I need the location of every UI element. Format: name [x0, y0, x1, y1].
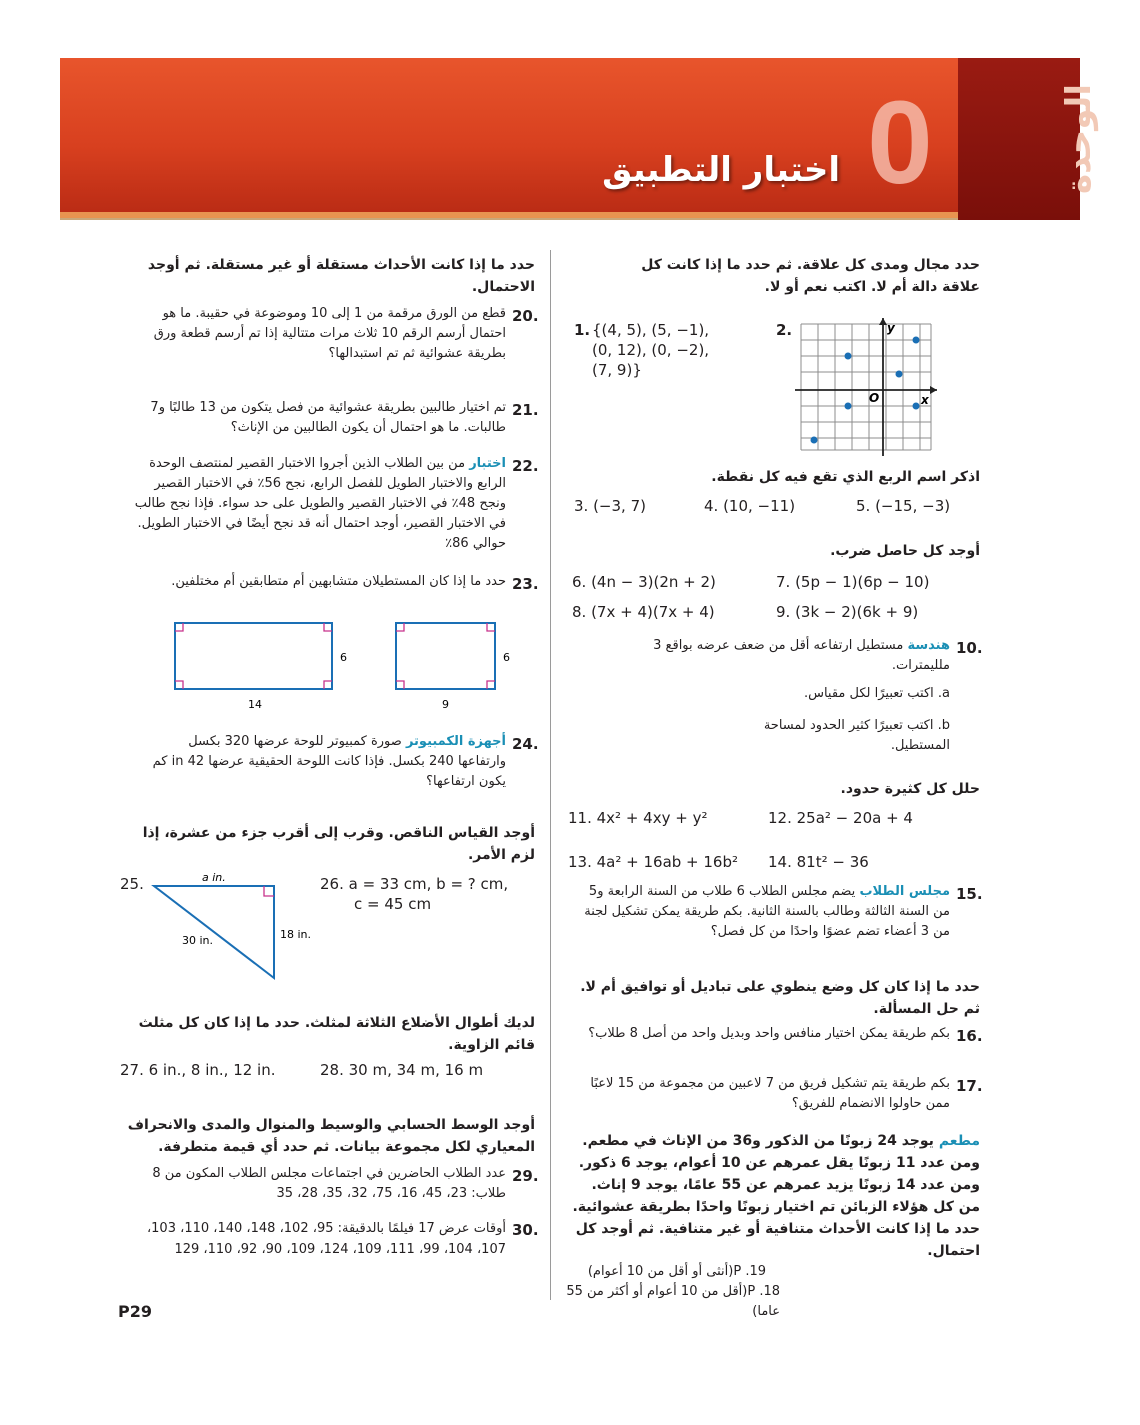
problem-10b: b. اكتب تعبيرًا كثير الحدود لمساحة المستطيل. [763, 718, 950, 753]
restaurant-problem [566, 1130, 980, 1262]
problem-15-keyword: مجلس الطلاب [859, 884, 950, 899]
problem-18: 18. P(أقل من 10 أعوام أو أكثر من 55 عاما) [566, 1284, 780, 1319]
rectangle-2 [396, 623, 495, 689]
problem-20-text: قطع من الورق مرقمة من 1 إلى 10 وموضوعة في حقيبة. ما هو احتمال أرسم الرقم 10 ثلاث مرات متتالية إذا تم أرسم قطعة ورق بطريقة عشوائية ثم تم استبدالها؟ [153, 306, 506, 361]
problem-15-number: 15. [956, 885, 983, 903]
problem-14: 14. 81t² − 36 [768, 853, 869, 871]
problem-15-text [570, 882, 950, 942]
problem-15-body: يضم مجلس الطلاب 6 طلاب من السنة الرابعة و5 من السنة الثالثة وطالب بالسنة الثانية. بكم طريقة يمكن تشكيل لجنة من 3 أعضاء تضم عضوًا واحدًا من كل فصل؟ [584, 884, 950, 939]
problem-9: 9. (3k − 2)(6k + 9) [776, 603, 919, 621]
page-number: P29 [118, 1302, 152, 1321]
instruction-factor: حلل كل كثيرة حدود. [840, 781, 980, 797]
problem-2-number: 2. [776, 321, 793, 339]
instruction-missing-measure: أوجد القياس الناقص. وقرب إلى أقرب جزء من عشرة، إذا لزم الأمر. [142, 825, 535, 863]
restaurant-body: يوجد 24 زبونًا من الذكور و36 من الإناث في مطعم. ومن عدد 11 زبونًا يقل عمرهم عن 10 أعوام، يوجد 6 ذكور. ومن عدد 14 زبونًا يزيد عمرهم عن 55 عامًا، يوجد 9 إناث. من كل هؤلاء الزبائن تم اختيار زبونًا واحدًا بطريقة عشوائية. حدد ما إذا كانت الأحداث متنافية أو غير متنافية. ثم أوجد كل احتمال. [572, 1133, 980, 1259]
problem-22-number: 22. [512, 457, 539, 475]
chapter-tab-text: الوحدة [1058, 84, 1099, 194]
instruction-right-triangle: لديك أطوال الأضلاع الثلاثة لمثلث. حدد ما إذا كان كل مثلث قائم الزاوية. [138, 1015, 535, 1053]
problem-5: 5. (−15, −3) [856, 497, 951, 515]
problem-7: 7. (5p − 1)(6p − 10) [776, 573, 930, 591]
problem-29-text: عدد الطلاب الحاضرين في اجتماعات مجلس الطلاب المكون من 8 طلاب: 23، 45، 16، 75، 32، 35، 28، 35 [152, 1166, 506, 1201]
problem-28: 28. 30 m, 34 m, 16 m [320, 1061, 484, 1079]
right-angle-mark [264, 886, 274, 896]
problem-29-number: 29. [512, 1167, 539, 1185]
problem-13: 13. 4a² + 16ab + 16b² [568, 853, 739, 871]
problem-19: 19. P(أنثى أو أقل من 10 أعوام) [587, 1264, 766, 1279]
problem-30-number: 30. [512, 1221, 539, 1239]
instruction-domain-range: حدد مجال ومدى كل علاقة. ثم حدد ما إذا كانت كل علاقة دالة أم لا. اكتب نعم أو لا. [641, 257, 980, 295]
page-title: اختبار التطبيق [602, 150, 840, 190]
problem-24-keyword: أجهزة الكمبيوتر [405, 734, 506, 749]
graph-origin-label: O [869, 391, 880, 405]
problem-10-number: 10. [956, 639, 983, 657]
lesson-number: 0 [867, 77, 933, 209]
instruction-permutation: حدد ما إذا كان كل وضع ينطوي على تباديل أو توافيق أم لا. ثم حل المسألة. [580, 979, 980, 1017]
problem-24-text [140, 732, 506, 792]
problem-17-text: بكم طريقة يتم تشكيل فريق من 7 لاعبين من مجموعة من 15 لاعبًا ممن حاولوا الانضمام للفريق؟ [590, 1076, 950, 1111]
restaurant-keyword: مطعم [938, 1133, 980, 1149]
problem-10-body: مستطيل ارتفاعه أقل من ضعف عرضه بواقع 3 ملليمترات. [653, 638, 950, 673]
problem-10-keyword: هندسة [907, 638, 950, 653]
coordinate-graph [795, 318, 940, 458]
problem-4: 4. (10, −11) [704, 497, 796, 515]
problem-1-text: {(4, 5), (5, −1), (0, 12), (0, −2), (7, 9)} [592, 321, 710, 379]
graph-point [913, 403, 920, 410]
problem-1-number: 1. [574, 321, 591, 339]
problem-6: 6. (4n − 3)(2n + 2) [572, 573, 716, 591]
problem-22-keyword: اختبار [469, 456, 506, 471]
problem-21-number: 21. [512, 401, 539, 419]
rectangle-1 [175, 623, 332, 689]
graph-point [896, 371, 903, 378]
column-divider [550, 250, 551, 1300]
problem-3: 3. (−3, 7) [574, 497, 646, 515]
rectangle-2-height: 6 [503, 651, 510, 664]
graph-y-label: y [887, 321, 895, 335]
problem-10a: a. اكتب تعبيرًا لكل مقياس. [803, 686, 950, 701]
graph-point [845, 403, 852, 410]
right-triangle [154, 886, 274, 978]
problem-22-body: من بين الطلاب الذين أجروا الاختبار القصير لمنتصف الوحدة الرابع والاختبار الطويل للفصل الرابع، نجح 56٪ في الاختبار القصير ونجح 48٪ في الاختبار القصير والطويل على حد سواء. فإذا نجح طالب في الاختبار القصير، أوجد احتمال أنه قد نجح أيضًا في الاختبار الطويل. حوالي 86٪ [134, 456, 506, 551]
problem-26-line1: 26. a = 33 cm, b = ? cm, [320, 875, 509, 893]
problem-23-text: حدد ما إذا كان المستطيلان متشابهين أم متطابقين أم مختلفين. [171, 574, 506, 589]
problem-26-line2: c = 45 cm [354, 895, 432, 913]
instruction-independent: حدد ما إذا كانت الأحداث مستقلة أو غير مستقلة. ثم أوجد الاحتمال. [147, 257, 535, 295]
graph-point [811, 437, 818, 444]
chapter-tab-label [1018, 58, 1140, 220]
problem-21-text: تم اختيار طالبين بطريقة عشوائية من فصل يتكون من 13 طالبًا و7 طالبات. ما هو احتمال أن يكون الطالبين من الإناث؟ [150, 400, 506, 435]
problem-23-number: 23. [512, 575, 539, 593]
problem-22-text [130, 454, 506, 554]
problem-17-number: 17. [956, 1077, 983, 1095]
problem-16-text: بكم طريقة يمكن اختيار منافس واحد وبديل واحد من أصل 8 طلاب؟ [588, 1026, 950, 1041]
triangle-side-a: a in. [202, 871, 226, 884]
banner-stripe [60, 212, 1080, 218]
rectangle-2-width: 9 [442, 698, 449, 711]
problem-27: 27. 6 in., 8 in., 12 in. [120, 1061, 276, 1079]
instruction-product: أوجد كل حاصل ضرب. [830, 543, 980, 559]
problem-30-text: أوقات عرض 17 فيلمًا بالدقيقة: 95، 102، 148، 140، 110، 103، 107، 104، 99، 111، 109، 124، 109، 90، 92، 110، 129 [146, 1221, 506, 1257]
rectangles-figure [160, 616, 530, 716]
problem-11: 11. 4x² + 4xy + y² [568, 809, 708, 827]
graph-x-label: x [921, 393, 929, 407]
problem-25-number: 25. [120, 875, 144, 893]
graph-point [845, 353, 852, 360]
triangle-figure [148, 868, 328, 984]
problem-24-body: صورة كمبيوتر للوحة عرضها 320 بكسل وارتفاعها 240 بكسل. فإذا كانت اللوحة الحقيقية عرضها 42 in كم يكون ارتفاعها؟ [152, 734, 506, 789]
problem-20-number: 20. [512, 307, 539, 325]
problem-10-text [600, 636, 950, 676]
graph-point [913, 337, 920, 344]
problem-8: 8. (7x + 4)(7x + 4) [572, 603, 715, 621]
problem-16-number: 16. [956, 1027, 983, 1045]
instruction-quadrant: اذكر اسم الربع الذي تقع فيه كل نقطة. [711, 469, 980, 485]
triangle-side-b: 18 in. [280, 928, 312, 941]
problem-24-number: 24. [512, 735, 539, 753]
rectangle-1-width: 14 [248, 698, 262, 711]
triangle-side-c: 30 in. [182, 934, 214, 947]
rectangle-1-height: 6 [340, 651, 347, 664]
instruction-statistics: أوجد الوسط الحسابي والوسيط والمنوال والمدى والانحراف المعياري لكل مجموعة بيانات. ثم حدد أي قيمة متطرفة. [127, 1117, 535, 1155]
problem-12: 12. 25a² − 20a + 4 [768, 809, 913, 827]
